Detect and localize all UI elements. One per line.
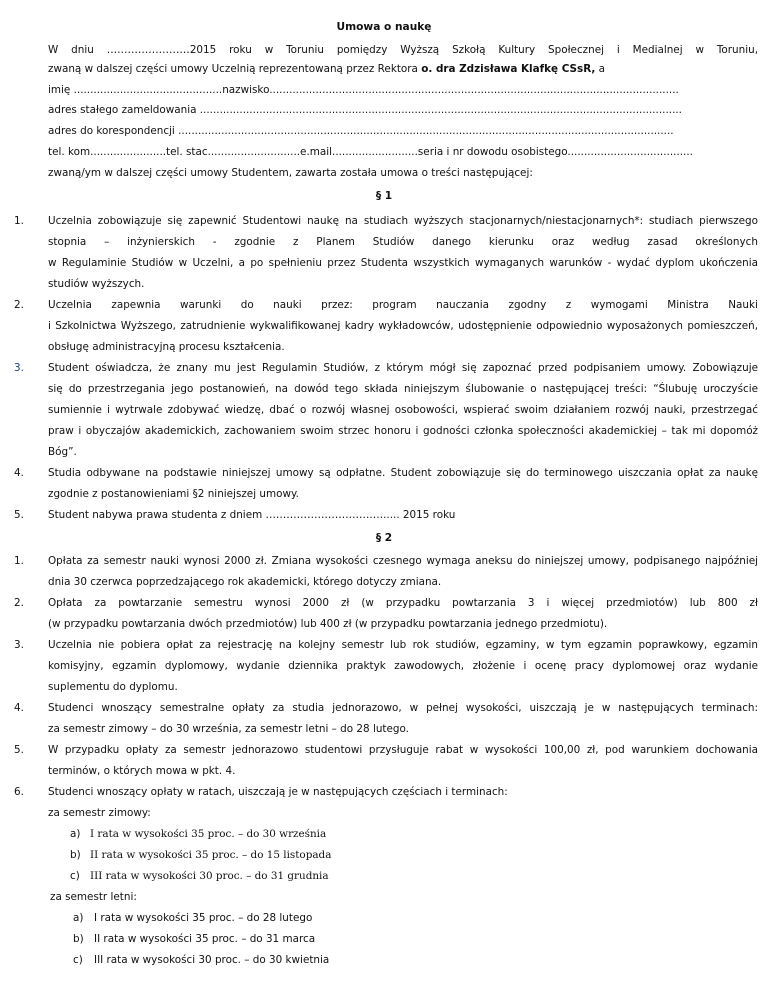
word: według <box>591 236 630 248</box>
word: Ministra <box>667 299 709 311</box>
word: 2000 <box>302 597 330 609</box>
word: warunki <box>180 299 222 311</box>
word: zgodnie <box>234 236 276 248</box>
paragraph-line: W przypadku opłaty za semestr jednorazowo studentowi przysługuje rabat w wysokości 100,00 zł, pod warunkiem dochowania <box>48 744 758 756</box>
paragraph-line: Uczelnia nie pobiera opłat za rejestrację na kolejny semestr lub rok studiów, egzaminy, w tym egzamin poprawkowy, egzamin <box>48 639 758 651</box>
item-number: 3. <box>14 362 24 374</box>
field-permanent-address: adres stałego zameldowania .................................................................................................................................................. <box>48 104 682 116</box>
word: kierunku <box>488 236 534 248</box>
list-item: I rata w wysokości 35 proc. – do 28 lutego <box>94 912 313 924</box>
list-item: III rata w wysokości 30 proc. – do 31 grudnia <box>90 870 329 882</box>
word: Opłata <box>48 597 83 609</box>
word: i <box>616 44 620 56</box>
word: ……………………2015 <box>106 44 217 56</box>
word: 3 <box>527 597 535 609</box>
word: roku <box>229 44 252 56</box>
section-1-heading: § 1 <box>375 190 393 202</box>
word: wynosi <box>254 597 291 609</box>
word: powtarzania <box>452 597 516 609</box>
list-key: b) <box>73 933 84 945</box>
paragraph-line: komisyjny, egzamin dyplomowy, wydanie dziennika praktyk zawodowych, złożenie i ocenę pracy dyplomowej oraz wydanie <box>48 660 758 672</box>
word: za <box>94 597 107 609</box>
winter-semester-label: za semestr zimowy: <box>48 807 151 819</box>
word: Kultury <box>498 44 536 56</box>
item-number: 5. <box>14 509 24 521</box>
summer-semester-label: za semestr letni: <box>50 891 137 903</box>
word: Studiów <box>372 236 415 248</box>
paragraph-line: Opłata za semestr nauki wynosi 2000 zł. Zmiana wysokości czesnego wymaga aneksu do niniejszej umowy, podpisanego najpóźniej <box>48 555 758 567</box>
paragraph-line <box>48 235 758 249</box>
word: oraz <box>551 236 575 248</box>
item-number: 2. <box>14 597 24 609</box>
word: Planem <box>316 236 355 248</box>
paragraph-line: Student oświadcza, że znany mu jest Regulamin Studiów, z którym mógł się zapoznać przed podpisaniem umowy. Zobowiązuje <box>48 362 758 374</box>
word: danego <box>432 236 472 248</box>
word: zapewnia <box>111 299 161 311</box>
paragraph-line: suplementu do dyplomu. <box>48 681 178 693</box>
paragraph-line: Uczelnia zobowiązuje się zapewnić Studentowi naukę na studiach wyższych stacjonarnych/niestacjonarnych*: studiach pierwszego <box>48 215 758 227</box>
word: z <box>293 236 299 248</box>
item-number: 4. <box>14 702 24 714</box>
word: pomiędzy <box>336 44 388 56</box>
item-number: 4. <box>14 467 24 479</box>
paragraph-line: Studia odbywane na podstawie niniejszej umowy są odpłatne. Student zobowiązuje się do terminowego uiszczania opłat za naukę <box>48 467 758 479</box>
word: zgodny <box>508 299 547 311</box>
word: zasad <box>647 236 678 248</box>
word: przez: <box>321 299 353 311</box>
word: w <box>264 44 274 56</box>
word: 800 <box>717 597 738 609</box>
word: więcej <box>561 597 595 609</box>
paragraph-line: i Szkolnictwa Wyższego, zatrudnienie wykwalifikowanej kadry wykładowców, udostępnienie odpowiednio wyposażonych pomieszczeń, <box>48 320 758 332</box>
word: Medialnej <box>632 44 683 56</box>
list-item: III rata w wysokości 30 proc. – do 30 kwietnia <box>94 954 330 966</box>
word: Szkołą <box>452 44 486 56</box>
item-number: 1. <box>14 555 24 567</box>
word: Uczelnia <box>48 299 92 311</box>
paragraph-line: Studenci wnoszący opłaty w ratach, uiszczają je w następujących częściach i terminach: <box>48 786 508 798</box>
word: do <box>240 299 254 311</box>
representation-text: zwaną w dalszej części umowy Uczelnią reprezentowaną przez Rektora <box>48 63 422 75</box>
word: Toruniu, <box>716 44 758 56</box>
rector-name: o. dra Zdzisława Klafkę CSsR, <box>421 63 596 75</box>
paragraph-line: (w przypadku powtarzania dwóch przedmiotów) lub 400 zł (w przypadku powtarzania jednego przedmiotu). <box>48 618 608 630</box>
header-student-clause: zwaną/ym w dalszej części umowy Studentem, zawarta została umowa o treści następującej: <box>48 167 533 179</box>
item-number: 5. <box>14 744 24 756</box>
word: przedmiotów) <box>606 597 678 609</box>
word: semestru <box>194 597 243 609</box>
list-key: c) <box>73 954 83 966</box>
word: określonych <box>695 236 758 248</box>
word: wymogami <box>590 299 648 311</box>
paragraph-line: sumiennie i wytrwale zdobywać wiedzę, dbać o rozwój własnej osobowości, wspierać swoim działaniem rozwój nauki, przestrzegać <box>48 404 758 416</box>
section-2-heading: § 2 <box>375 532 393 544</box>
list-key: c) <box>70 870 80 882</box>
word: Społecznej <box>548 44 604 56</box>
list-key: a) <box>70 828 81 840</box>
list-item: II rata w wysokości 35 proc. – do 31 marca <box>94 933 316 945</box>
field-contact-id: tel. kom.......................tel. stac............................e.mail..........................seria i nr dowodu osobistego...................................... <box>48 146 693 158</box>
field-correspondence-address: adres do korespondencji ...................................................................................................................................................... <box>48 125 674 137</box>
page-title: Umowa o naukę <box>336 21 432 33</box>
paragraph-line <box>48 298 758 312</box>
paragraph-line: obsługę administracyjną procesu kształcenia. <box>48 341 285 353</box>
paragraph-line <box>48 596 758 610</box>
word: nauki <box>273 299 302 311</box>
paragraph-line: zgodnie z postanowieniami §2 niniejszej umowy. <box>48 488 299 500</box>
paragraph-line: Bóg”. <box>48 446 77 458</box>
word: zł <box>749 597 758 609</box>
word: przypadku <box>385 597 441 609</box>
word: powtarzanie <box>118 597 183 609</box>
field-name-surname: imię .............................................nazwisko............................................................................................................................ <box>48 84 679 96</box>
list-item: I rata w wysokości 35 proc. – do 30 września <box>90 828 327 840</box>
word: Nauki <box>728 299 758 311</box>
item-number: 3. <box>14 639 24 651</box>
paragraph-line: Studenci wnoszący semestralne opłaty za studia jednorazowo, w pełnej wysokości, uiszczają je w następujących terminach: <box>48 702 758 714</box>
word: stopnia <box>48 236 87 248</box>
paragraph-line: dnia 30 czerwca poprzedzającego rok akademicki, którego dotyczy zmiana. <box>48 576 442 588</box>
word: W <box>48 44 59 56</box>
word: program <box>372 299 417 311</box>
item-number: 1. <box>14 215 24 227</box>
word: (w <box>361 597 374 609</box>
word: – <box>104 236 110 248</box>
list-key: b) <box>70 849 81 861</box>
paragraph-line: terminów, o których mowa w pkt. 4. <box>48 765 236 777</box>
list-key: a) <box>73 912 84 924</box>
paragraph-line: praw i obyczajów akademickich, zachowaniem swoim strzec honoru i godności członka społeczności akademickiej – tak mi dopomóż <box>48 425 758 437</box>
word: w <box>695 44 704 56</box>
paragraph-line: w Regulaminie Studiów w Uczelni, a po spełnieniu przez Studenta wszystkich wymaganych warunków - wydać dyplom ukończenia <box>48 257 758 269</box>
paragraph-line: się do przestrzegania jego postanowień, na dowód tego składa niniejszym ślubowanie o następującej treści: “Ślubuję uroczyście <box>48 383 758 395</box>
word: Toruniu <box>286 44 324 56</box>
word: dniu <box>71 44 94 56</box>
paragraph-line: studiów wyższych. <box>48 278 145 290</box>
word: inżynierskich <box>127 236 195 248</box>
header-line-2 <box>48 62 605 76</box>
word: zł <box>340 597 350 609</box>
paragraph-line: za semestr zimowy – do 30 września, za semestr letni – do 28 lutego. <box>48 723 409 735</box>
item-number: 2. <box>14 299 24 311</box>
item-number: 6. <box>14 786 24 798</box>
word: - <box>212 236 217 248</box>
word: Wyższą <box>400 44 440 56</box>
representation-end: a <box>595 63 606 75</box>
header-line-1 <box>48 43 758 57</box>
list-item: II rata w wysokości 35 proc. – do 15 listopada <box>90 849 332 861</box>
word: z <box>565 299 572 311</box>
word: lub <box>689 597 706 609</box>
paragraph-line: Student nabywa prawa studenta z dniem ………………………….…..... 2015 roku <box>48 509 456 521</box>
word: i <box>546 597 550 609</box>
word: nauczania <box>436 299 490 311</box>
